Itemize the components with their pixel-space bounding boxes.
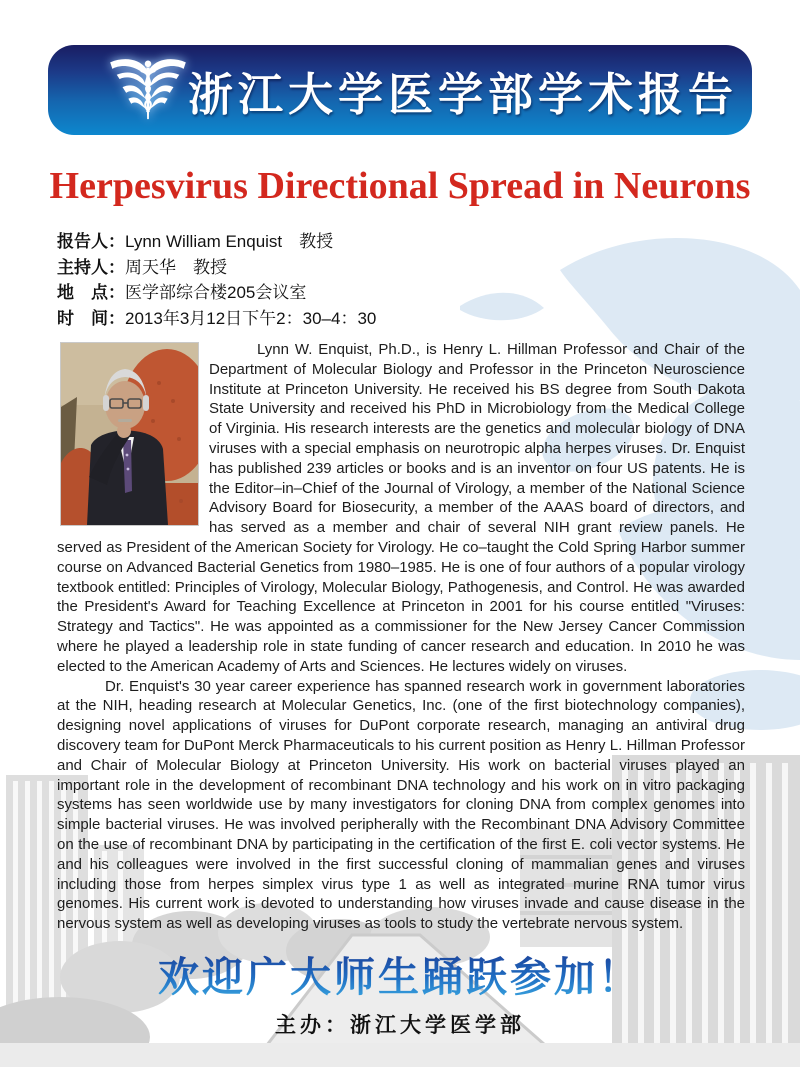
info-location: [57, 280, 376, 306]
banner-title: 浙江大学医学部学术报告: [188, 68, 739, 120]
header-banner: [48, 45, 752, 135]
organizer-line: 主办：浙江大学医学部: [275, 1014, 525, 1037]
info-host-value: 周天华 教授: [125, 257, 227, 277]
lecture-title: Herpesvirus Directional Spread in Neurons: [49, 165, 751, 207]
info-host: [57, 255, 376, 281]
lecture-info: [57, 229, 376, 331]
info-time-value: 2013年3月12日下午2：30–4：30: [125, 308, 377, 328]
bio-paragraph-1: Lynn W. Enquist, Ph.D., is Henry L. Hillman Professor and Chair of the Department of Molecular Biology and Professor in the Princeton Neuroscience Institute at Princeton University. He received his BS degree from South Dakota State University and received his PhD in Microbiology from the Medical College of Virginia. His research interests are the genetics and molecular biology of DNA viruses with a special emphasis on neurotropic alpha herpes viruses. Dr. Enquist has published 239 articles or books and is an inventor on four US patents. He is the Editor–in–Chief of the Journal of Virology, a member of the National Science Advisory Board for Biosecurity, a member of the AAAS board of directors, and has served as a member and chair of several NIH grant review panels. He served as President of the American Society for Virology. He co–taught the Cold Spring Harbor summer course on Advanced Bacterial Genetics from 1980–1985. He is one of four authors of a popular virology textbook entitled: Principles of Virology, Molecular Biology, Pathogenesis, and Control. He was awarded the President's Award for Teaching Excellence at Princeton in 2001 for his course entitled "Viruses: Strategy and Tactics". He was appointed as a commissioner for the New Jersey Cancer Commission where he played a leadership role in state funding of cancer research and education. In 2010 he was elected to the American Academy of Arts and Sciences. He lectures widely on viruses.: [57, 341, 745, 675]
info-speaker-label: 报告人：: [57, 232, 125, 251]
info-time: [57, 306, 376, 332]
speaker-photo: [60, 342, 199, 526]
info-location-value: 医学部综合楼205会议室: [125, 283, 307, 302]
info-host-label: 主持人：: [57, 257, 125, 277]
info-speaker-value: Lynn William Enquist 教授: [125, 232, 334, 251]
welcome-line: 欢迎广大师生踊跃参加！: [0, 944, 800, 1003]
info-time-label: 时 间：: [57, 308, 125, 328]
winged-caduceus-icon: [108, 56, 188, 124]
bio-section: [57, 340, 745, 934]
info-speaker: [57, 229, 376, 255]
bio-paragraph-2: Dr. Enquist's 30 year career experience has spanned research work in government laboratories at the NIH, heading research at Molecular Genetics, Inc. (one of the first biotechnology companies), designing novel applications of viruses for DuPont corporate research, managing an antiviral drug discovery team for DuPont Merck Pharmaceuticals to his current position as Henry L. Hillman Professor and Chair of Molecular Biology at Princeton University. His work on bacterial viruses played an important role in the development of recombinant DNA technology and his work on in vitro packaging systems has seen worldwide use by many investigators for cloning DNA from complex genomes into simple bacterial viruses. He was involved peripherally with the Recombinant DNA Advisory Committee on the use of recombinant DNA by participating in the certification of the first E. coli vector systems. He and his colleagues were involved in the first successful cloning of mammalian genes and viruses including those from herpes simplex virus type 1 as well as integrated murine RNA tumor virus genomes. His current work is devoted to understanding how viruses invade and cause disease in the nervous system as well as developing viruses as tools to study the vertebrate nervous system.: [57, 677, 745, 933]
info-location-label: 地 点：: [57, 283, 125, 302]
